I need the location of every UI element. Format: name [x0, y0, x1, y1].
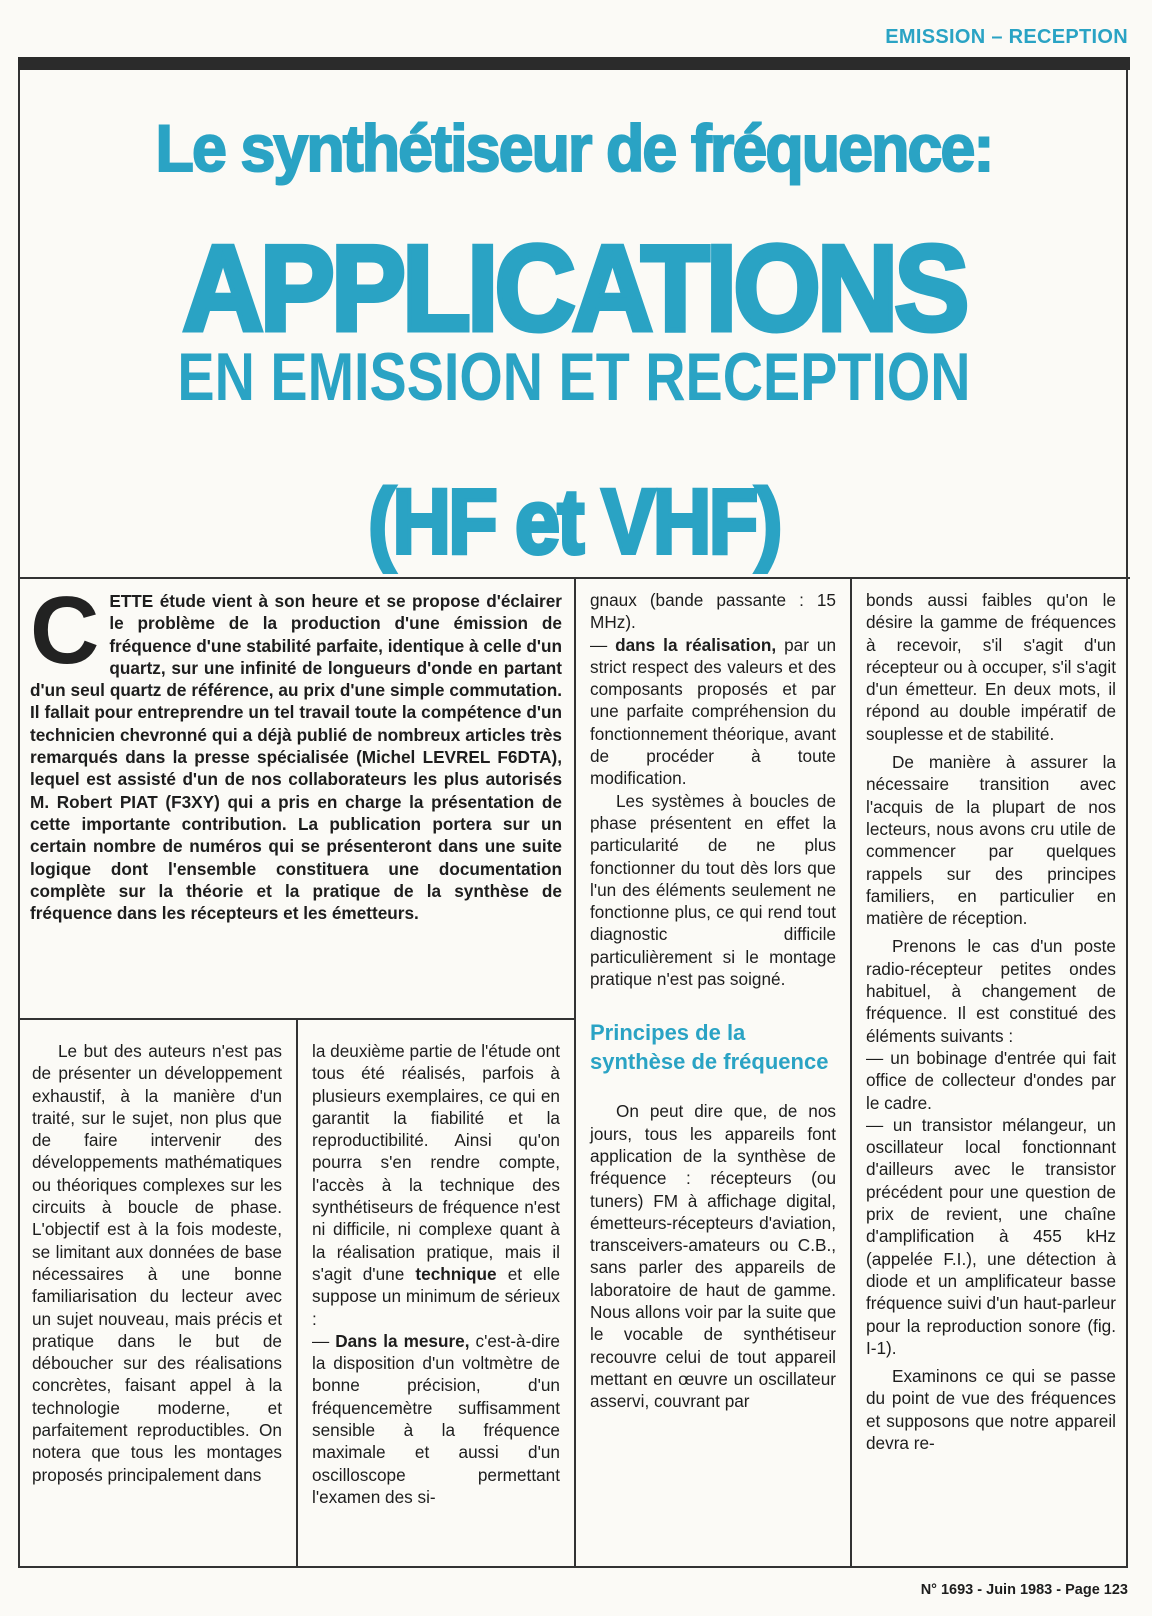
text: —: [590, 634, 616, 655]
paragraph: [866, 1047, 1116, 1114]
text: Prenons le cas d'un poste radio-récepteur petites ondes habituel, à changement de fréquence. Il est constitué des éléments suivants :: [866, 936, 1116, 1046]
drop-cap: C: [30, 577, 100, 684]
paragraph: [32, 1040, 282, 1486]
article-column-2: [298, 1020, 574, 1568]
article-column-4: [852, 579, 1130, 1568]
text: On peut dire que, de nos jours, tous les appareils font application de la synthèse de fréquence : récepteurs (ou tuners) FM à affichage digital, émetteurs-récepteurs d'aviation, transceivers-amateurs ou C.B., sans parler des appareils de laboratoire de haut de gamme. Nous allons voir par la suite que le vocable de synthétiseur recouvre celui de tout appareil mettant en œuvre un oscillateur asservi, couvrant par: [590, 1101, 836, 1412]
paragraph: [866, 935, 1116, 1046]
article-column-1: [18, 1020, 298, 1568]
text: Examinons ce qui se passe du point de vue des fréquences et supposons que notre appareil devra re-: [866, 1366, 1116, 1453]
text: bonds aussi faibles qu'on le désire la gamme de fréquences à recevoir, s'il s'agit d'un récepteur ou à occuper, s'il s'agit d'un émetteur. En deux mots, il répond au double impératif de souplesse et de stabilité.: [866, 590, 1116, 744]
text: —: [312, 1330, 336, 1351]
paragraph: [590, 790, 836, 991]
top-rule: [18, 57, 1130, 70]
text: Le but des auteurs n'est pas de présenter un développement exhaustif, à la manière d'un traité, sur le sujet, non plus que de faire intervenir des développements mathématiques ou théoriques complexes sur les circuits à boucle de phase. L'objectif est à la fois modeste, se limitant aux données de base nécessaires à une bonne familiarisation du lecteur avec un sujet nouveau, mais précis et pratique dans le but de déboucher sur des réalisations concrètes, faisant appel à la technologie moderne, et parfaitement reproductibles. On notera que tous les montages proposés principalement dans: [32, 1041, 282, 1485]
paragraph: [866, 1114, 1116, 1359]
intro-text: ETTE étude vient à son heure et se propose d'éclairer le problème de la production d'une émission de fréquence d'une stabilité parfaite, identique à celle d'un quartz, sur une infinité de longueurs d'onde en partant d'un seul quartz de référence, au prix d'une simple commutation. Il fallait pour entreprendre un tel travail toute la compétence d'un technicien chevronné qui a déjà publié de nombreux articles très remarqués dans la presse spécialisée (Michel LEVREL F6DTA), lequel est assisté d'un de nos collaborateurs les plus autorisés M. Robert PIAT (F3XY) qui a pris en charge la présentation de cette importante contribution. La publication portera sur un certain nombre de numéros qui se présenteront dans une suite logique dont l'ensemble constituera une documentation complète sur la théorie et la pratique de la synthèse de fréquence dans les récepteurs et les émetteurs.: [30, 591, 562, 924]
text: De manière à assurer la nécessaire transition avec l'acquis de la plupart de nos lecteurs, nous avons cru utile de commencer par quelques rappels sur des principes familiers, en particulier en matière de réception.: [866, 752, 1116, 929]
article-column-3: [574, 579, 852, 1568]
intro-paragraph: [18, 577, 574, 1020]
title-hf-vhf: (HF et VHF): [368, 471, 780, 573]
bold-text: dans la réalisation,: [615, 634, 777, 655]
paragraph: [866, 1365, 1116, 1454]
paragraph: [866, 589, 1116, 745]
text: gnaux (bande passante : 15 MHz).: [590, 590, 836, 633]
paragraph: [590, 634, 836, 790]
paragraph: [866, 751, 1116, 929]
title-applications: APPLICATIONS: [182, 220, 966, 356]
title-subtitle: EN EMISSION ET RECEPTION: [177, 339, 971, 415]
page-footer: N° 1693 - Juin 1983 - Page 123: [920, 1582, 1128, 1598]
text: — un transistor mélangeur, un oscillateur local fonctionnant d'ailleurs avec le transistor précédent pour une question de prix de revient, une chaîne d'amplification à 455 kHz (appelée F.I.), une détection à diode et un amplificateur basse fréquence suivi d'un haut-parleur pour la reproduction sonore (fig. I-1).: [866, 1114, 1116, 1358]
paragraph: [312, 1040, 560, 1330]
paragraph: [590, 589, 836, 634]
text: la deuxième partie de l'étude ont tous été réalisés, parfois à plusieurs exemplaires, ce qui en garantit la fiabilité et la reproductibilité. Ainsi qu'on pourra s'en rendre compte, l'accès à la technique des synthétiseurs de fréquence n'est ni difficile, ni complexe quant à la réalisation pratique, mais il s'agit d'une: [312, 1041, 560, 1284]
title-block: [18, 70, 1130, 579]
text: c'est-à-dire la disposition d'un voltmètre de bonne précision, d'un fréquencemètre suffisamment sensible à la fréquence maximale et aussi d'un oscilloscope permettant l'examen des si-: [312, 1330, 560, 1507]
paragraph: [590, 1100, 836, 1412]
section-heading: Principes de la synthèse de fréquence: [590, 1020, 829, 1075]
bold-text: Dans la mesure,: [335, 1330, 470, 1351]
text: — un bobinage d'entrée qui fait office de collecteur d'ondes par le cadre.: [866, 1047, 1116, 1113]
text: par un strict respect des valeurs et des composants proposés et par une parfaite compréhension du fonctionnement théorique, avant de procéder à toute modification.: [590, 634, 837, 789]
section-rubric: EMISSION – RECEPTION: [885, 26, 1128, 48]
text: et elle suppose un minimum de sérieux :: [312, 1263, 560, 1329]
paragraph: [312, 1330, 560, 1508]
text: Les systèmes à boucles de phase présentent en effet la particularité de ne plus fonctionner du tout dès lors que l'un des éléments seulement ne fonctionne plus, ce qui rend tout diagnostic difficile particulièrement si le montage pratique n'est pas soigné.: [590, 790, 836, 990]
bold-text: technique: [415, 1263, 497, 1284]
title-line-1: Le synthétiseur de fréquence:: [155, 111, 993, 185]
